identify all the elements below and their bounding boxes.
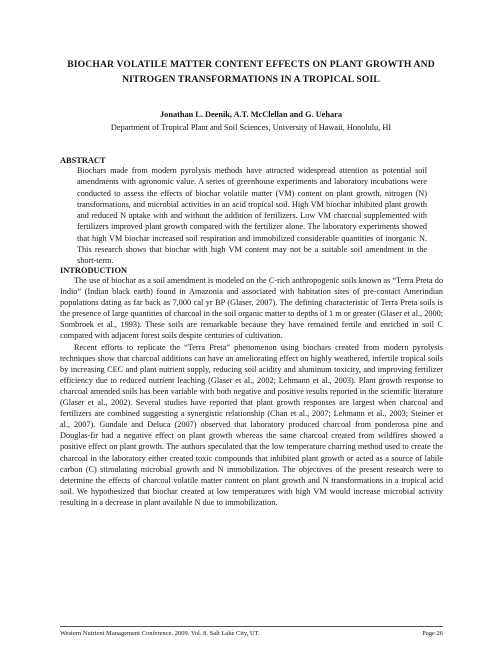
author-affiliation: Department of Tropical Plant and Soil Sciences, University of Hawaii, Honolulu, HI (110, 122, 392, 132)
footer-divider (60, 626, 443, 627)
abstract-heading: ABSTRACT (60, 156, 106, 165)
page-number: Page 26 (422, 630, 443, 637)
introduction-heading: INTRODUCTION (60, 266, 128, 275)
paper-title: BIOCHAR VOLATILE MATTER CONTENT EFFECTS ON PLANT GROWTH AND NITROGEN TRANSFORMATIONS IN A TROPICAL SOIL (67, 59, 435, 85)
author-list: Jonathan L. Deenik, A.T. McClellan and G. Uehara (160, 110, 342, 119)
introduction-body (60, 275, 443, 508)
footer-citation: Western Nutrient Management Conference. 2009. Vol. 8. Salt Lake City, UT. (60, 630, 260, 637)
introduction-paragraph: Recent efforts to replicate the “Terra Preta” phenomenon using biochars created from modern pyrolysis techniques show that charcoal additions can have an ameliorating effect on highly weathered, infertile tropical soils by increasing CEC and plant nutrient supply, reducing soil acidity and aluminum toxicity, and improving fertilizer efficiency due to reduced nutrient leaching (Glaser et al., 2002; Lehmann et al., 2003). Plant growth response to charcoal amended soils has been variable with both negative and positive results reported in the scientific literature (Glaser et al., 2002). Several studies have reported that plant growth responses are largest when charcoal and fertilizers are combined suggesting a synergistic relationship (Chan et al., 2007; Lehmann et al., 2003; Steiner et al., 2007). Gundale and Deluca (2007) observed that laboratory produced charcoal from ponderosa pine and Douglas-fir had a negative effect on plant growth whereas the same charcoal created from wildfires showed a positive effect on plant growth. The authors speculated that the low temperature charring method used to create the charcoal in the laboratory either created toxic compounds that inhibited plant growth or acted as a source of labile carbon (C) stimulating microbial growth and N immobilization. The objectives of the present research were to determine the effects of charcoal volatile matter content on plant growth and N transformations in a tropical acid soil. We hypothesized that biochar created at low temperatures with high VM would increase microbial activity resulting in a decrease in plant available N due to immobilization. (60, 342, 443, 507)
abstract-text: Biochars made from modern pyrolysis methods have attracted widespread attention as potential soil amendments with agronomic value. A series of greenhouse experiments and laboratory incubations were conducted to assess the effects of biochar volatile matter (VM) content on plant growth, nitrogen (N) transformations, and microbial activities in an acid tropical soil. High VM biochar inhibited plant growth and reduced N uptake with and without the addition of fertilizers. Low VM charcoal supplemented with fertilizers improved plant growth compared with the fertilizer alone. The laboratory experiments showed that high VM biochar increased soil respiration and immobilized considerable quantities of inorganic N. This research shows that biochar with high VM content may not be a suitable soil amendment in the short-term. (77, 166, 427, 265)
introduction-paragraph: The use of biochar as a soil amendment is modeled on the C-rich anthropogenic soils known as “Terra Preta do Indio” (Indian black earth) found in Amazonia and associated with habitation sites of pre-contact Amerindian populations dating as far back as 7,000 cal yr BP (Glaser, 2007). The defining characteristic of Terra Preta soils is the presence of large quantities of charcoal in the soil organic matter to depths of 1 m or greater (Glaser et al., 2000; Sombroek et al., 1993). These soils are remarkable because they have remained fertile and enriched in soil C compared with adjacent forest soils despite centuries of cultivation. (60, 276, 443, 341)
